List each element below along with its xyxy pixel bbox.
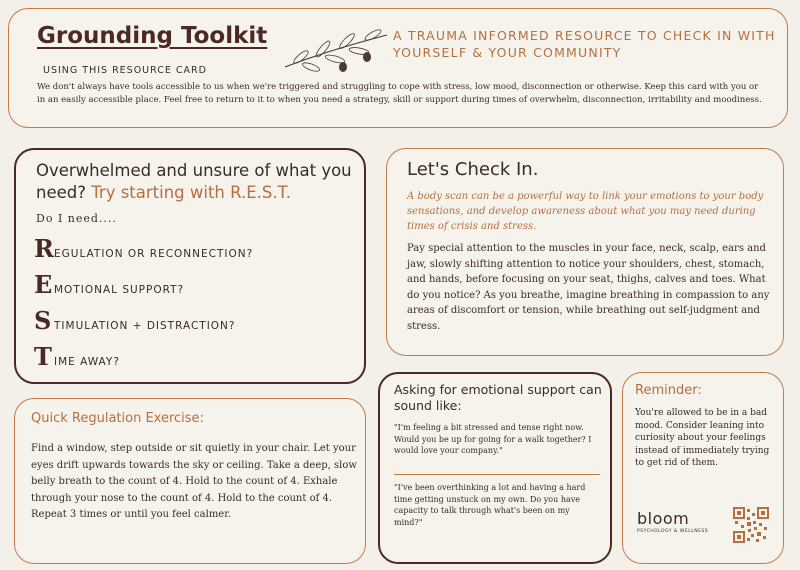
brand-subtitle: PSYCHOLOGY & WELLNESS bbox=[637, 529, 709, 534]
rest-heading-accent: Try starting with R.E.S.T. bbox=[91, 183, 292, 202]
rest-heading bbox=[36, 160, 366, 204]
rest-item-time-away bbox=[34, 342, 253, 378]
rest-item-emotional bbox=[34, 270, 253, 306]
rest-letter: T bbox=[34, 342, 52, 371]
check-in-title: Let's Check In. bbox=[407, 159, 539, 180]
reminder-body: You're allowed to be in a bad mood. Consider leaning into curiosity about your feelings instead of immediately trying to get rid of them. bbox=[635, 408, 770, 468]
divider bbox=[394, 474, 600, 475]
reminder-card bbox=[622, 372, 784, 564]
rest-letter: E bbox=[34, 270, 53, 299]
check-in-body: Pay special attention to the muscles in your face, neck, scalp, ears and jaw, slowly shifting attention to notice your shoulders, chest, stomach, and hands, before focusing on your seat, thighs, calves and toes. What do you notice? As you breathe, imagine breathing in compassion to any areas of discomfort or tension, while breathing out self-judgment and stress. bbox=[407, 243, 770, 332]
rest-item-stimulation bbox=[34, 306, 253, 342]
header-card bbox=[8, 8, 788, 128]
quick-regulation-title: Quick Regulation Exercise: bbox=[31, 411, 204, 426]
brand-name: bloom bbox=[637, 509, 690, 528]
rest-card bbox=[14, 148, 366, 384]
intro-text: We don't always have tools accessible to us when we're triggered and struggling to cope with stress, low mood, disconnection or otherwise. Keep this card with you or in an easily accessible place. Feel free to return to it to when you need a strategy, skill or support during times of overwhelm, disconnection, irritability and moodiness. bbox=[37, 82, 762, 105]
rest-text: MOTIONAL SUPPORT? bbox=[54, 284, 185, 296]
rest-text: TIMULATION + DISTRACTION? bbox=[54, 320, 236, 332]
tagline: A TRAUMA INFORMED RESOURCE TO CHECK IN WITH YOURSELF & YOUR COMMUNITY bbox=[393, 28, 776, 60]
rest-list bbox=[34, 234, 253, 378]
reminder-title: Reminder: bbox=[635, 383, 702, 398]
quick-regulation-card bbox=[14, 398, 366, 564]
section-label: USING THIS RESOURCE CARD bbox=[43, 65, 207, 76]
rest-letter: R bbox=[34, 234, 54, 263]
support-quote: "I've been overthinking a lot and having a hard time getting unstuck on my own. Do you have capacity to talk through what's been on my mind?" bbox=[394, 483, 586, 527]
qr-code-icon bbox=[733, 507, 769, 543]
rest-item-regulation bbox=[34, 234, 253, 270]
rest-text: EGULATION OR RECONNECTION? bbox=[54, 248, 254, 260]
check-in-card bbox=[386, 148, 784, 356]
check-in-intro: A body scan can be a powerful way to link your emotions to your body sensations, and develop awareness about what you may need during times of crisis and stress. bbox=[407, 191, 764, 232]
quick-regulation-body: Find a window, step outside or sit quietly in your chair. Let your eyes drift upwards towards the sky or ceiling. Take a deep, slow belly breath to the count of 4. Hold to the count of 4. Exhale through your nose to the count of 4. Hold to the count of 4. Repeat 3 times or until you feel calmer. bbox=[31, 443, 357, 520]
emotional-support-title: Asking for emotional support can sound like: bbox=[394, 382, 602, 413]
page-title: Grounding Toolkit bbox=[37, 23, 268, 49]
rest-question: Do I need.... bbox=[36, 212, 117, 225]
rest-text: IME AWAY? bbox=[54, 356, 120, 368]
brand-logo bbox=[637, 509, 717, 534]
emotional-support-card bbox=[378, 372, 612, 564]
rest-letter: S bbox=[34, 306, 52, 335]
support-quote: "I'm feeling a bit stressed and tense right now. Would you be up for going for a walk together? I would love your company." bbox=[394, 423, 592, 455]
olive-branch-icon bbox=[281, 27, 391, 75]
rest-heading-lead: Overwhelmed and unsure of what you need? bbox=[36, 161, 352, 202]
